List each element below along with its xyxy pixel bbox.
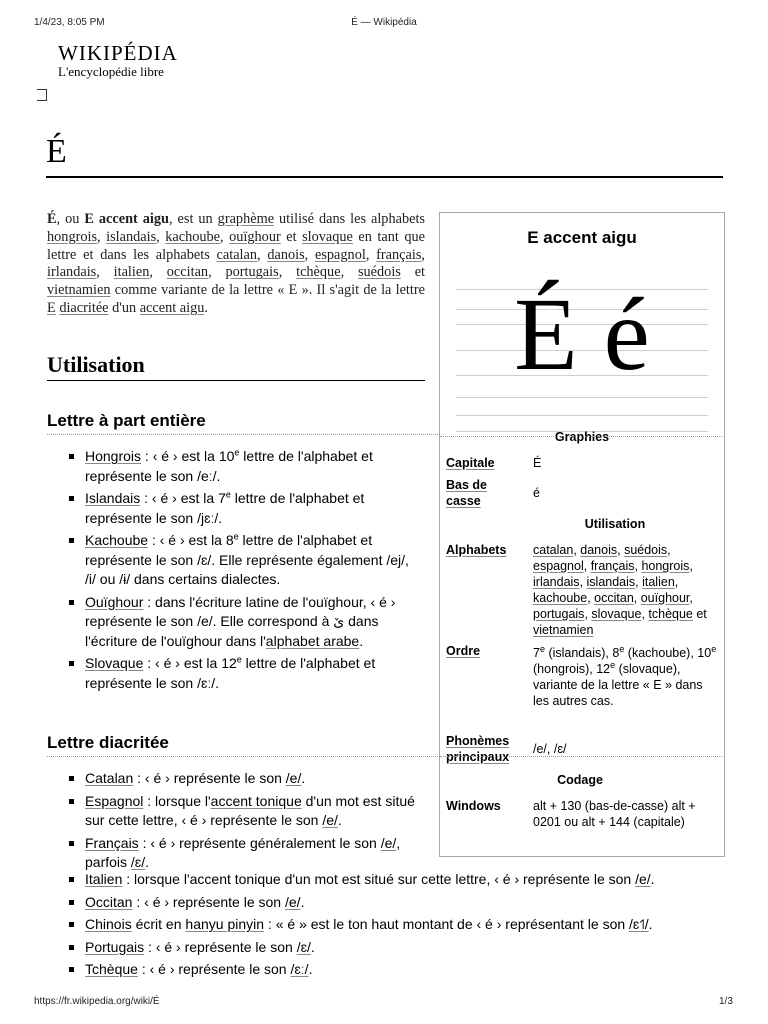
glyph-e-acute: É é: [514, 277, 650, 392]
bullet-icon: [69, 877, 74, 882]
wiki-link[interactable]: E: [47, 299, 56, 316]
text-run: et: [280, 228, 303, 245]
wiki-link[interactable]: /e/: [285, 770, 302, 786]
infobox-section-utilisation: Utilisation: [584, 517, 646, 531]
wiki-link[interactable]: kachoube: [165, 228, 221, 245]
list-item: [85, 915, 735, 935]
text-run: .: [650, 871, 655, 887]
ordinal-superscript: e: [233, 531, 239, 542]
text-run: .: [300, 893, 305, 910]
text-run: ,: [220, 228, 230, 245]
bas-de-casse-value: é: [533, 486, 540, 500]
text-run: lettre de l'alphabet et représente le son /jɛː/.: [85, 490, 365, 526]
text-run: : ‹ é › représente généralement le son: [138, 834, 381, 851]
wikipedia-logo[interactable]: [58, 41, 178, 80]
list-item: [85, 593, 415, 652]
text-run: : ‹ é › représente le son: [132, 893, 285, 910]
wiki-link[interactable]: /e/: [285, 893, 301, 910]
wiki-link[interactable]: irlandais: [533, 575, 580, 589]
bullet-icon: [69, 799, 74, 804]
text-run: .: [204, 299, 208, 316]
wiki-link[interactable]: kachoube: [533, 591, 588, 605]
text-run: (hongrois), 12: [533, 662, 611, 676]
text-run: d'un mot est situé sur cette lettre, ‹ é › représente le son: [85, 792, 415, 828]
subsection-divider: [47, 434, 440, 435]
wiki-link[interactable]: Français: [85, 834, 139, 851]
text-run: É: [47, 211, 57, 227]
ordre-value: [533, 645, 717, 709]
wiki-link[interactable]: diacritée: [59, 299, 109, 316]
wiki-link[interactable]: vietnamien: [47, 282, 111, 299]
wiki-link[interactable]: alphabet arabe: [265, 632, 360, 649]
infobox-title: E accent aigu: [527, 228, 637, 247]
wiki-link[interactable]: /ɛ/: [296, 938, 311, 955]
bullet-icon: [69, 922, 74, 927]
text-run: et: [400, 264, 426, 281]
bas-de-casse-label[interactable]: Bas de casse: [446, 478, 487, 508]
capitale-label[interactable]: Capitale: [446, 456, 495, 470]
wiki-link[interactable]: portugais: [533, 607, 585, 621]
text-run: ,: [633, 591, 641, 605]
ordinal-superscript: e: [610, 659, 616, 670]
windows-value: alt + 130 (bas-de-casse) alt + 0201 ou alt + 144 (capitale): [533, 799, 696, 829]
text-run: ,: [365, 246, 377, 263]
infobox-glyph-image: [456, 267, 708, 439]
phonemes-label[interactable]: Phonèmes principaux: [446, 734, 510, 764]
text-run: ,: [149, 264, 167, 281]
text-run: : ‹ é › est la 12: [143, 655, 237, 671]
text-run: : ‹ é › représente le son: [137, 961, 291, 977]
infobox-divider: [440, 756, 722, 757]
wiki-link[interactable]: vietnamien: [533, 623, 594, 637]
infobox-section-graphies: Graphies: [554, 430, 610, 444]
text-run: .: [308, 961, 313, 977]
ordinal-superscript: e: [234, 447, 240, 458]
infobox-section-codage: Codage: [557, 773, 603, 787]
wiki-link[interactable]: occitan: [166, 264, 209, 281]
text-run: ,: [421, 246, 425, 263]
text-run: ,: [641, 607, 649, 621]
text-run: (islandais), 8: [544, 646, 620, 660]
text-run: ,: [573, 543, 581, 557]
wiki-link[interactable]: catalan: [216, 246, 258, 263]
text-run: écrit en: [131, 916, 186, 932]
text-run: ,: [304, 246, 315, 263]
bullet-icon: [69, 900, 74, 905]
bullet-icon: [69, 967, 74, 972]
phonemes-value: /e/, /ɛ/: [533, 742, 567, 756]
wiki-link[interactable]: Italien: [85, 871, 123, 887]
wiki-link[interactable]: slovaque: [302, 228, 353, 245]
logo-tagline: L'encyclopédie libre: [58, 64, 164, 79]
wiki-link[interactable]: Slovaque: [85, 655, 144, 671]
wiki-link[interactable]: accent aigu: [139, 299, 205, 316]
text-run: : lorsque l': [143, 792, 211, 809]
text-run: lettre de l'alphabet et représente le son /eː/.: [85, 448, 373, 484]
lettre-part-list: [85, 447, 415, 696]
wiki-link[interactable]: catalan: [533, 543, 574, 557]
text-run: : dans l'écriture latine de l'ouïghour, ‹ é › représente le son /e/. Elle correspond à ێ dans l'écriture de l'ouïghour dans l': [85, 593, 396, 649]
text-run: : ‹ é › est la 8: [148, 532, 234, 548]
wiki-link[interactable]: suédois: [357, 264, 401, 281]
wiki-link[interactable]: ouïghour: [640, 591, 690, 605]
wiki-link[interactable]: Tchèque: [85, 961, 138, 977]
wiki-link[interactable]: français: [590, 559, 635, 573]
text-run: E accent aigu: [84, 211, 169, 227]
text-run: .: [359, 632, 364, 649]
list-item: [85, 792, 415, 831]
text-run: ,: [617, 543, 625, 557]
list-item: [85, 769, 415, 789]
text-run: (kachoube), 10: [624, 646, 712, 660]
wiki-link[interactable]: ouïghour: [229, 228, 281, 245]
text-run: lettre de l'alphabet et représente le son /ɛː/.: [85, 655, 376, 691]
menu-toggle-icon[interactable]: [37, 89, 47, 101]
footer-url[interactable]: https://fr.wikipedia.org/wiki/É: [34, 996, 160, 1007]
text-run: ,: [278, 264, 297, 281]
page-title: É: [46, 133, 67, 170]
wiki-link[interactable]: danois: [267, 246, 305, 263]
text-run: ,: [689, 591, 693, 605]
wiki-link[interactable]: occitan: [594, 591, 634, 605]
wiki-link[interactable]: Chinois: [85, 916, 132, 932]
list-item: [85, 654, 415, 693]
bullet-icon: [69, 945, 74, 950]
wiki-link[interactable]: islandais: [106, 228, 157, 245]
wiki-link[interactable]: Islandais: [85, 490, 141, 506]
infobox: [439, 212, 725, 857]
text-run: utilisé dans les alphabets: [274, 211, 425, 227]
text-run: ,: [634, 559, 642, 573]
logo-title: WIKIPÉDIA: [58, 41, 178, 65]
text-run: ,: [156, 228, 166, 245]
text-run: , parfois: [85, 834, 401, 870]
text-run: : ‹ é › est la 10: [141, 448, 235, 464]
wiki-link[interactable]: /e/: [635, 871, 651, 887]
list-item: [85, 489, 415, 528]
ordinal-superscript: e: [539, 643, 545, 654]
ordre-label[interactable]: Ordre: [446, 644, 481, 658]
list-item: [85, 870, 735, 890]
wiki-link[interactable]: Espagnol: [85, 792, 144, 809]
wiki-link[interactable]: Portugais: [85, 938, 145, 955]
text-run: ,: [674, 575, 679, 589]
wiki-link[interactable]: /e/: [380, 834, 397, 851]
text-run: ,: [667, 543, 671, 557]
list-item: [85, 938, 735, 958]
title-rule: [46, 176, 723, 178]
wiki-link[interactable]: Catalan: [85, 770, 134, 786]
text-run: : « é » est le ton haut montant de ‹ é › représentant le son: [264, 916, 630, 932]
text-run: .: [648, 916, 653, 932]
text-run: ,: [340, 264, 358, 281]
windows-label: Windows: [446, 799, 501, 813]
text-run: : lorsque l'accent tonique d'un mot est situé sur cette lettre, ‹ é › représente le son: [122, 871, 636, 887]
text-run: ,: [584, 607, 592, 621]
wiki-link[interactable]: français: [376, 246, 422, 263]
text-run: ,: [583, 559, 591, 573]
wiki-link[interactable]: /e/: [322, 812, 338, 828]
text-run: : ‹ é › représente le son: [144, 938, 297, 955]
wiki-link[interactable]: hanyu pinyin: [185, 916, 265, 932]
print-datetime: 1/4/23, 8:05 PM: [34, 17, 105, 28]
wiki-link[interactable]: /ɛ˦˥/: [629, 916, 649, 932]
wiki-link[interactable]: hongrois: [47, 228, 98, 245]
text-run: : ‹ é › est la 7: [140, 490, 226, 506]
alphabets-value: [533, 542, 717, 638]
alphabets-label[interactable]: Alphabets: [446, 543, 507, 557]
bullet-icon: [69, 496, 74, 501]
infobox-divider: [440, 436, 722, 437]
wiki-link[interactable]: tchèque: [648, 607, 693, 621]
wiki-link[interactable]: espagnol: [533, 559, 584, 573]
list-item: [85, 447, 415, 486]
wiki-link[interactable]: portugais: [225, 264, 279, 281]
wiki-link[interactable]: Hongrois: [85, 448, 142, 464]
text-run: ,: [579, 575, 587, 589]
bullet-icon: [69, 454, 74, 459]
bullet-icon: [69, 600, 74, 605]
wiki-link[interactable]: italien: [642, 575, 675, 589]
text-run: ,: [257, 246, 268, 263]
wiki-link[interactable]: Kachoube: [85, 532, 149, 548]
section-heading-utilisation: Utilisation: [47, 352, 145, 377]
text-run: .: [145, 854, 150, 870]
text-run: .: [310, 938, 315, 955]
wiki-link[interactable]: graphème: [217, 211, 275, 227]
wiki-link[interactable]: Occitan: [85, 893, 133, 910]
wiki-link[interactable]: espagnol: [315, 246, 366, 263]
text-run: en tant que lettre et dans les alphabets: [47, 228, 425, 263]
lead-paragraph: [47, 211, 425, 318]
list-item: [85, 960, 735, 980]
text-run: ,: [689, 559, 693, 573]
text-run: (slovaque), variante de la lettre « E » dans les autres cas.: [533, 662, 703, 708]
wiki-link[interactable]: suédois: [624, 543, 668, 557]
list-item: [85, 531, 415, 590]
text-run: , est un: [168, 211, 218, 227]
wiki-link[interactable]: tchèque: [296, 264, 341, 281]
bullet-icon: [69, 776, 74, 781]
ordinal-superscript: e: [225, 489, 231, 500]
wiki-link[interactable]: danois: [580, 543, 618, 557]
bullet-icon: [69, 538, 74, 543]
wiki-link[interactable]: /ɛ/: [130, 854, 146, 870]
wiki-link[interactable]: /ɛː/: [290, 961, 309, 977]
text-run: : ‹ é › représente le son: [133, 770, 286, 786]
text-run: .: [301, 770, 306, 786]
ordinal-superscript: e: [619, 643, 625, 654]
wiki-link[interactable]: Ouïghour: [85, 593, 144, 610]
text-run: , ou: [56, 211, 85, 227]
wiki-link[interactable]: islandais: [586, 575, 636, 589]
wiki-link[interactable]: accent tonique: [210, 792, 302, 809]
text-run: ,: [587, 591, 595, 605]
text-run: d'un: [108, 299, 140, 316]
text-run: ,: [635, 575, 643, 589]
subsection-divider: [47, 756, 440, 757]
text-run: 7: [533, 646, 540, 660]
subsection-lettre-diacritee: Lettre diacritée: [47, 733, 169, 752]
text-run: .: [337, 812, 342, 828]
wiki-link[interactable]: hongrois: [641, 559, 690, 573]
footer-page-number: 1/3: [719, 996, 733, 1007]
text-run: comme variante de la lettre « E ». Il s'agit de la lettre: [110, 282, 425, 299]
wiki-link[interactable]: irlandais: [47, 264, 97, 281]
text-run: ,: [97, 228, 107, 245]
bullet-icon: [69, 661, 74, 666]
text-run: ,: [208, 264, 226, 281]
lettre-diacritee-list: [85, 769, 415, 876]
ordinal-superscript: e: [236, 654, 242, 665]
list-item: [85, 834, 415, 873]
bullet-icon: [69, 841, 74, 846]
list-item: [85, 893, 735, 913]
text-run: et: [692, 607, 707, 621]
print-title: É — Wikipédia: [351, 17, 417, 28]
text-run: ,: [96, 264, 114, 281]
wiki-link[interactable]: slovaque: [591, 607, 642, 621]
ordinal-superscript: e: [711, 643, 717, 654]
text-run: lettre de l'alphabet et représente le son /ɛ/. Elle représente également /ej/, /i/ ou /ɨ/ dans certains dialectes.: [85, 532, 409, 587]
lettre-diacritee-list-wide: [85, 870, 735, 983]
subsection-lettre-part-entiere: Lettre à part entière: [47, 411, 206, 430]
capitale-value: É: [533, 456, 542, 470]
wiki-link[interactable]: italien: [113, 264, 150, 281]
section-rule: [47, 380, 425, 381]
